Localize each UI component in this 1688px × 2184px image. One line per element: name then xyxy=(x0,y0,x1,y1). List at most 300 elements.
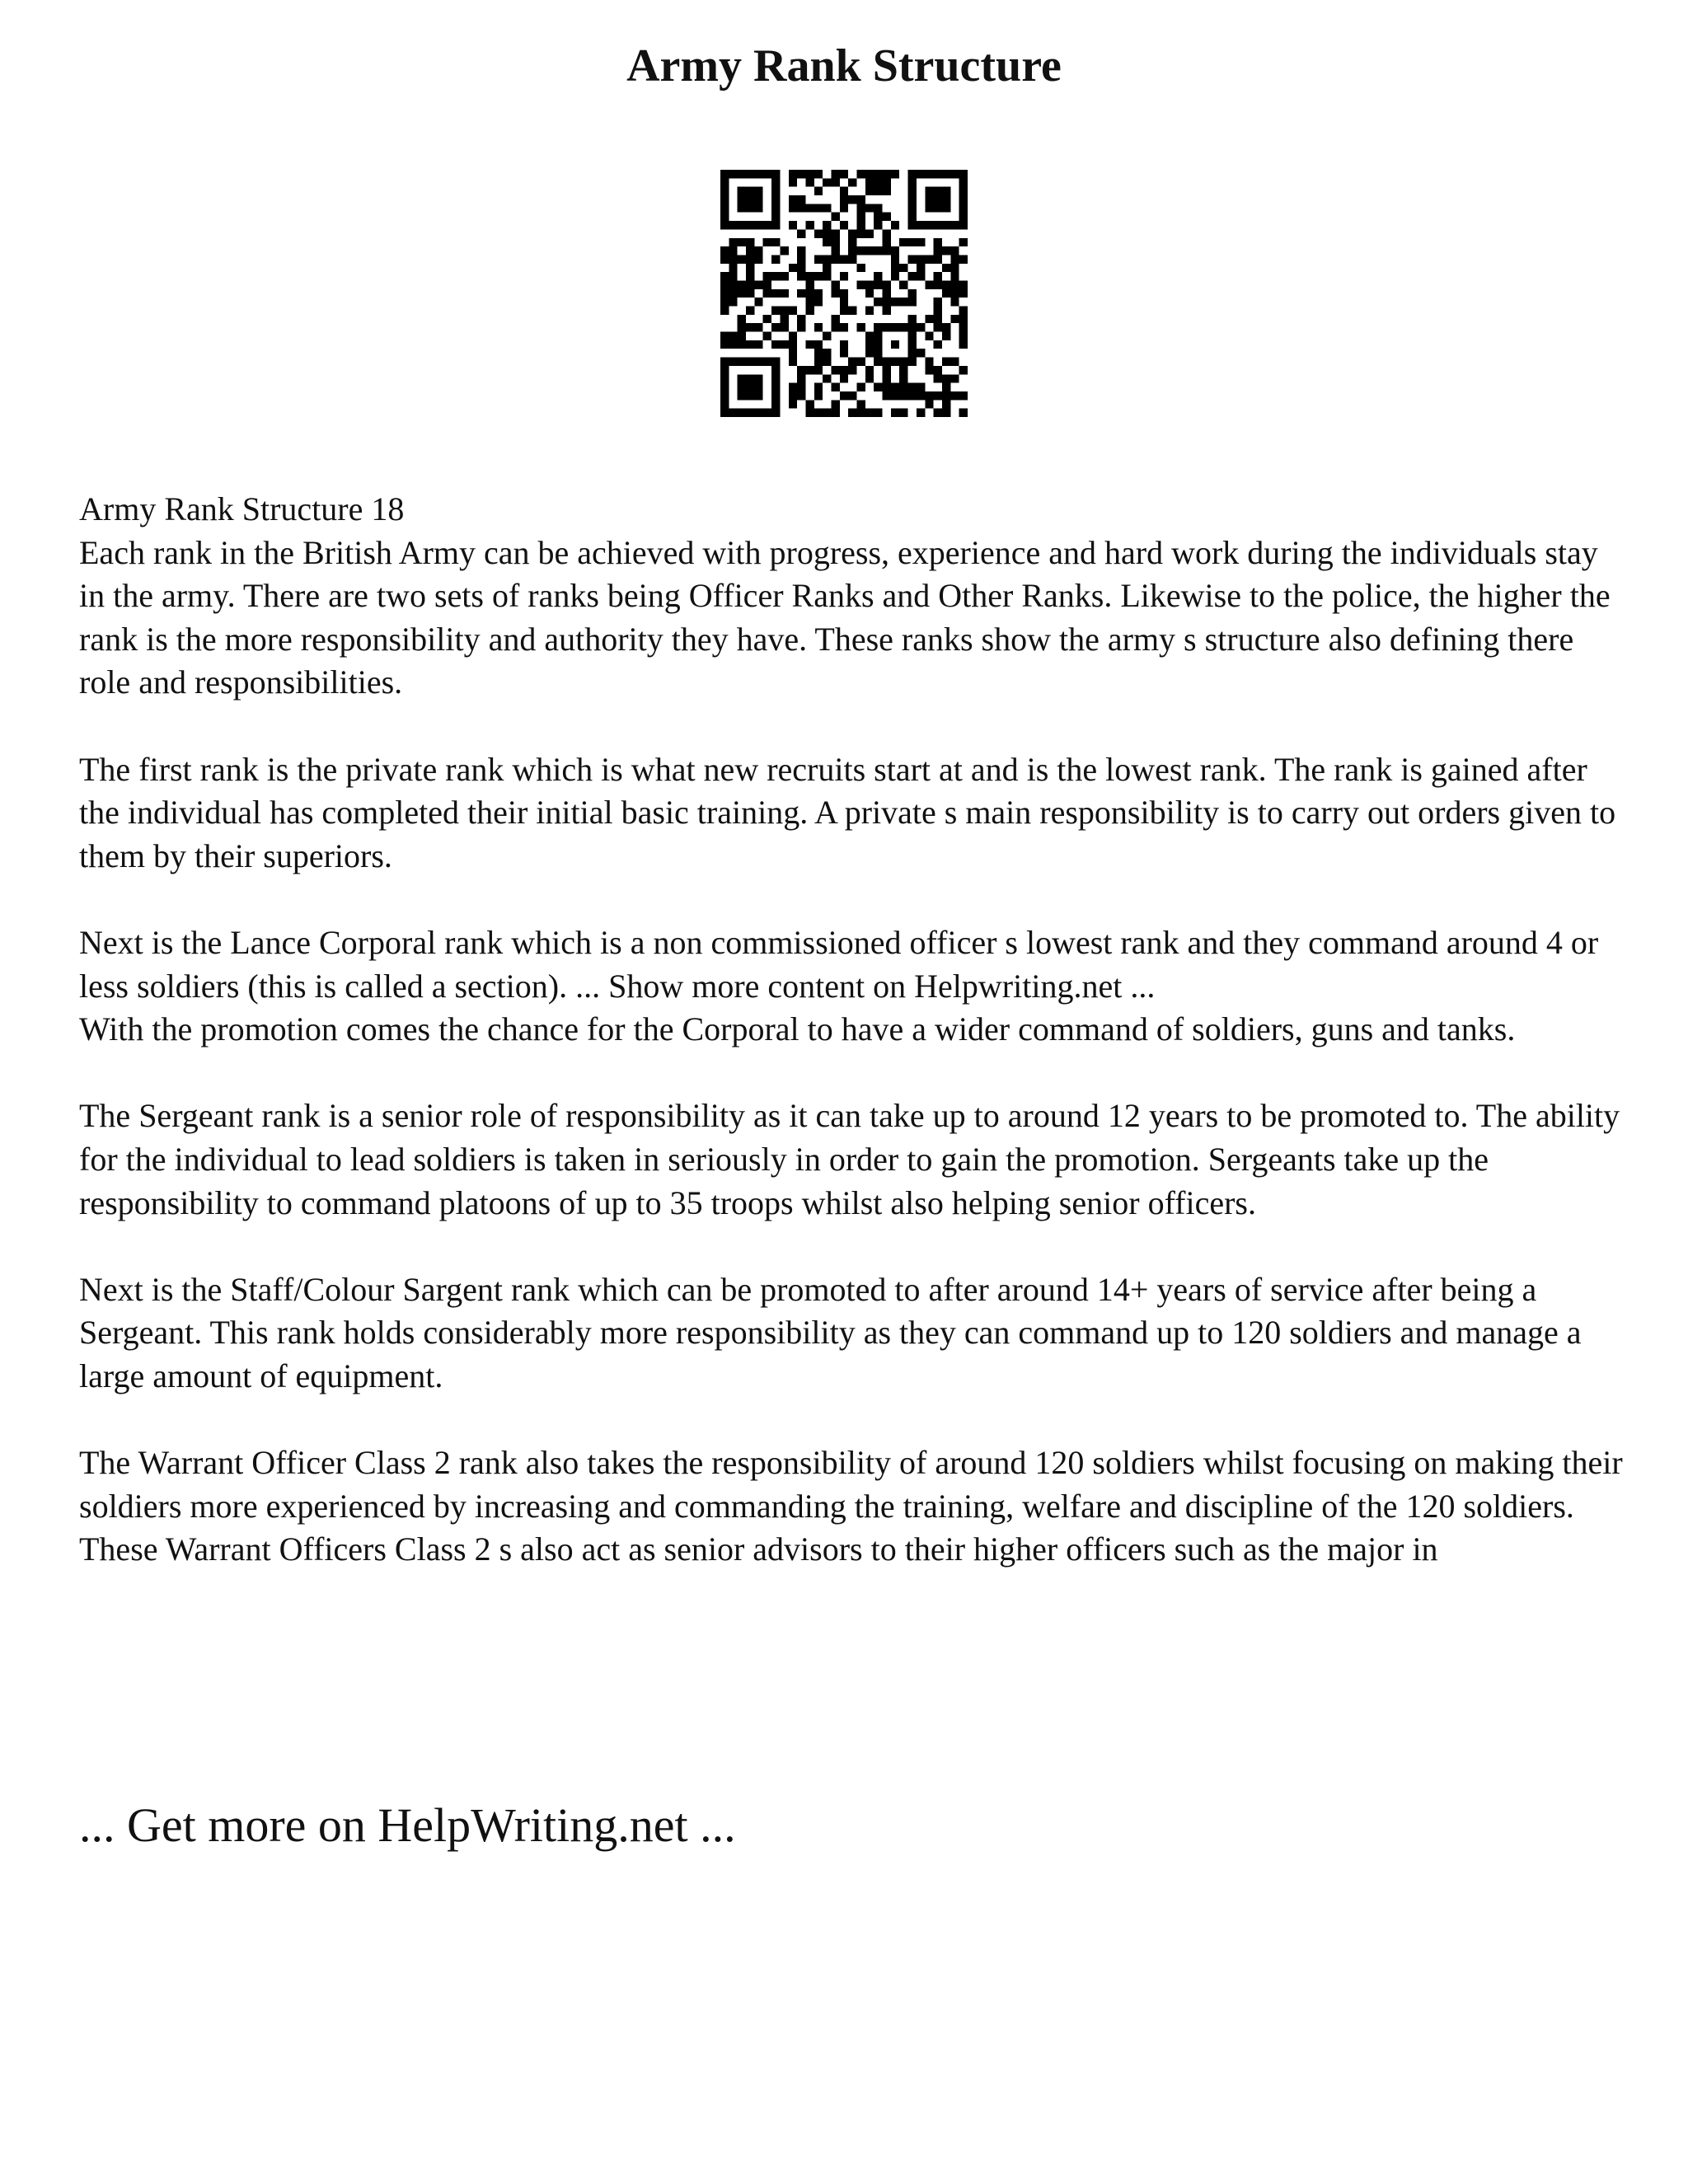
qr-module xyxy=(883,366,891,374)
qr-module xyxy=(925,170,933,178)
qr-module xyxy=(780,315,788,323)
qr-module xyxy=(805,204,814,212)
qr-module xyxy=(891,323,899,331)
qr-module xyxy=(883,280,891,288)
qr-module xyxy=(738,204,746,212)
qr-module xyxy=(823,374,831,382)
qr-module xyxy=(857,221,865,229)
qr-module xyxy=(789,349,797,357)
paragraph-staff-sergeant: Next is the Staff/Colour Sargent rank which can be promoted to after around 14+ years of service after being a Sergeant. This rank holds considerably more responsibility as they can command up to 120 soldiers and manage a large amount of equipment. xyxy=(79,1270,1582,1394)
qr-module xyxy=(908,323,917,331)
qr-module xyxy=(797,204,805,212)
qr-module xyxy=(814,229,823,237)
qr-module xyxy=(746,383,754,391)
qr-module xyxy=(874,358,882,366)
qr-module xyxy=(720,332,729,340)
qr-module xyxy=(891,340,899,349)
qr-module xyxy=(738,280,746,288)
qr-module xyxy=(899,358,907,366)
qr-module xyxy=(831,409,839,417)
qr-module xyxy=(899,366,907,374)
qr-module xyxy=(729,332,737,340)
qr-module xyxy=(908,298,917,306)
qr-module xyxy=(934,195,942,204)
qr-module xyxy=(831,255,839,263)
qr-module xyxy=(720,187,729,195)
qr-module xyxy=(942,280,950,288)
qr-module xyxy=(720,383,729,391)
qr-module xyxy=(814,358,823,366)
qr-module xyxy=(925,221,933,229)
qr-module xyxy=(720,298,729,306)
qr-module xyxy=(840,289,848,298)
qr-module xyxy=(874,332,882,340)
qr-module xyxy=(814,323,823,331)
qr-module xyxy=(950,289,959,298)
qr-module xyxy=(959,187,968,195)
qr-module xyxy=(746,323,754,331)
qr-module xyxy=(831,229,839,237)
qr-module xyxy=(874,409,882,417)
qr-module xyxy=(857,400,865,408)
qr-module xyxy=(720,358,729,366)
paragraph-private: The first rank is the private rank which is what new recruits start at and is the lowest rank. The rank is gained after the individual has completed their initial basic training. A private s main responsibility is to carry out orders given to them by their superiors. xyxy=(79,750,1616,874)
qr-module xyxy=(746,409,754,417)
qr-module xyxy=(746,204,754,212)
qr-module xyxy=(891,298,899,306)
qr-module xyxy=(814,340,823,349)
qr-module xyxy=(840,366,848,374)
qr-module xyxy=(857,383,865,391)
qr-module xyxy=(797,246,805,255)
qr-module xyxy=(746,170,754,178)
qr-module xyxy=(891,383,899,391)
qr-module xyxy=(763,315,771,323)
qr-module xyxy=(831,383,839,391)
qr-module xyxy=(840,307,848,315)
qr-module xyxy=(950,246,959,255)
qr-module xyxy=(746,195,754,204)
qr-module xyxy=(789,391,797,400)
qr-module xyxy=(738,323,746,331)
qr-module xyxy=(780,307,788,315)
qr-module xyxy=(840,195,848,204)
qr-module xyxy=(883,383,891,391)
qr-module xyxy=(720,213,729,221)
qr-module xyxy=(942,409,950,417)
qr-module xyxy=(797,170,805,178)
qr-module xyxy=(814,391,823,400)
qr-module xyxy=(874,349,882,357)
qr-module xyxy=(805,170,814,178)
qr-module xyxy=(883,246,891,255)
qr-module xyxy=(797,264,805,272)
qr-module xyxy=(814,187,823,195)
qr-module xyxy=(959,213,968,221)
qr-module xyxy=(780,323,788,331)
qr-module xyxy=(814,204,823,212)
qr-module xyxy=(831,280,839,288)
qr-module xyxy=(899,323,907,331)
qr-module xyxy=(883,374,891,382)
qr-module xyxy=(789,264,797,272)
qr-module xyxy=(865,289,874,298)
qr-module xyxy=(720,391,729,400)
qr-module xyxy=(789,383,797,391)
qr-module xyxy=(950,315,959,323)
qr-module xyxy=(754,195,762,204)
qr-module xyxy=(874,213,882,221)
qr-module xyxy=(754,323,762,331)
qr-module xyxy=(720,400,729,408)
qr-module xyxy=(891,409,899,417)
qr-module xyxy=(823,264,831,272)
qr-module xyxy=(754,187,762,195)
qr-module xyxy=(891,170,899,178)
qr-module xyxy=(746,358,754,366)
qr-module xyxy=(883,391,891,400)
qr-module xyxy=(848,238,856,246)
qr-module xyxy=(942,246,950,255)
qr-module xyxy=(789,307,797,315)
qr-module xyxy=(746,264,754,272)
qr-module xyxy=(840,340,848,349)
qr-module xyxy=(720,409,729,417)
qr-module xyxy=(763,272,771,280)
qr-module xyxy=(754,358,762,366)
qr-module xyxy=(823,204,831,212)
qr-module xyxy=(950,272,959,280)
qr-module xyxy=(797,366,805,374)
qr-module xyxy=(899,264,907,272)
qr-module xyxy=(857,229,865,237)
qr-module xyxy=(797,229,805,237)
qr-module xyxy=(789,340,797,349)
qr-module xyxy=(771,391,780,400)
qr-module xyxy=(942,170,950,178)
qr-module xyxy=(738,315,746,323)
qr-module xyxy=(925,358,933,366)
qr-module xyxy=(754,246,762,255)
qr-module xyxy=(857,358,865,366)
qr-module xyxy=(934,187,942,195)
qr-module xyxy=(720,272,729,280)
qr-module xyxy=(950,374,959,382)
qr-module xyxy=(959,307,968,315)
qr-module xyxy=(865,170,874,178)
qr-module xyxy=(729,298,737,306)
qr-module xyxy=(771,204,780,212)
qr-module xyxy=(771,170,780,178)
qr-module xyxy=(754,374,762,382)
qr-module xyxy=(738,340,746,349)
qr-module xyxy=(771,409,780,417)
qr-module xyxy=(874,178,882,186)
qr-module xyxy=(883,178,891,186)
qr-module xyxy=(729,280,737,288)
qr-module xyxy=(942,332,950,340)
qr-module xyxy=(908,383,917,391)
qr-module xyxy=(959,391,968,400)
qr-module xyxy=(746,246,754,255)
qr-module xyxy=(780,289,788,298)
qr-module xyxy=(771,238,780,246)
qr-module xyxy=(738,391,746,400)
qr-module xyxy=(883,307,891,315)
qr-module xyxy=(746,340,754,349)
qr-module xyxy=(959,289,968,298)
qr-module xyxy=(899,391,907,400)
qr-module xyxy=(934,246,942,255)
qr-module xyxy=(899,383,907,391)
qr-module xyxy=(746,238,754,246)
subheading: Army Rank Structure 18 xyxy=(79,490,405,527)
document-body xyxy=(79,488,1629,1615)
qr-module xyxy=(857,204,865,212)
qr-module xyxy=(763,358,771,366)
paragraph-warrant-officer: The Warrant Officer Class 2 rank also takes the responsibility of around 120 soldiers whilst focusing on making their soldiers more experienced by increasing and commanding the training, welfare and discipline of the 120 soldiers. These Warrant Officers Class 2 s also act as senior advisors to their higher officers such as the major in xyxy=(79,1444,1623,1568)
qr-module xyxy=(831,323,839,331)
qr-module xyxy=(738,374,746,382)
qr-module xyxy=(959,204,968,212)
qr-module xyxy=(771,358,780,366)
qr-module xyxy=(831,289,839,298)
qr-module xyxy=(874,170,882,178)
qr-module xyxy=(805,272,814,280)
qr-module xyxy=(950,391,959,400)
qr-module xyxy=(942,383,950,391)
qr-module xyxy=(874,280,882,288)
qr-module xyxy=(720,340,729,349)
qr-module xyxy=(814,298,823,306)
qr-module xyxy=(754,340,762,349)
qr-module xyxy=(771,195,780,204)
qr-module xyxy=(848,409,856,417)
qr-module xyxy=(934,323,942,331)
qr-module xyxy=(754,280,762,288)
qr-module xyxy=(771,187,780,195)
qr-module xyxy=(789,332,797,340)
qr-module xyxy=(925,332,933,340)
qr-module xyxy=(925,280,933,288)
qr-module xyxy=(942,289,950,298)
qr-module xyxy=(899,374,907,382)
paragraph-corporal: With the promotion comes the chance for the Corporal to have a wider command of soldiers, guns and tanks. xyxy=(79,1010,1516,1048)
qr-module xyxy=(729,170,737,178)
qr-module xyxy=(925,315,933,323)
qr-module xyxy=(874,298,882,306)
qr-module xyxy=(908,195,917,204)
qr-module xyxy=(840,204,848,212)
qr-module xyxy=(865,349,874,357)
qr-module xyxy=(814,272,823,280)
qr-module xyxy=(789,178,797,186)
qr-module xyxy=(848,178,856,186)
qr-module xyxy=(840,255,848,263)
qr-module xyxy=(883,358,891,366)
qr-module xyxy=(840,170,848,178)
qr-module xyxy=(934,340,942,349)
qr-module xyxy=(814,255,823,263)
qr-module xyxy=(848,255,856,263)
qr-module xyxy=(865,374,874,382)
qr-module xyxy=(823,349,831,357)
qr-module xyxy=(874,246,882,255)
qr-module xyxy=(771,307,780,315)
qr-module xyxy=(857,409,865,417)
qr-module xyxy=(746,255,754,263)
qr-module xyxy=(891,272,899,280)
qr-module xyxy=(908,178,917,186)
qr-module xyxy=(942,204,950,212)
qr-module xyxy=(771,323,780,331)
qr-module xyxy=(729,409,737,417)
qr-module xyxy=(814,349,823,357)
qr-module xyxy=(754,391,762,400)
qr-module xyxy=(925,366,933,374)
qr-module xyxy=(857,195,865,204)
qr-module xyxy=(814,383,823,391)
qr-module xyxy=(934,170,942,178)
qr-module xyxy=(789,358,797,366)
qr-module xyxy=(840,323,848,331)
qr-module xyxy=(959,332,968,340)
qr-module xyxy=(746,221,754,229)
qr-module xyxy=(840,374,848,382)
qr-module xyxy=(797,391,805,400)
qr-module xyxy=(771,213,780,221)
qr-module xyxy=(934,204,942,212)
qr-module xyxy=(891,358,899,366)
qr-module xyxy=(823,358,831,366)
qr-module xyxy=(874,187,882,195)
qr-module xyxy=(797,383,805,391)
qr-module xyxy=(959,409,968,417)
qr-module xyxy=(840,221,848,229)
qr-module xyxy=(720,170,729,178)
qr-module xyxy=(823,238,831,246)
qr-module xyxy=(805,298,814,306)
qr-module xyxy=(823,178,831,186)
qr-module xyxy=(883,289,891,298)
qr-module xyxy=(891,221,899,229)
qr-module xyxy=(771,366,780,374)
qr-module xyxy=(934,255,942,263)
qr-module xyxy=(908,213,917,221)
qr-module xyxy=(831,246,839,255)
qr-module xyxy=(797,289,805,298)
qr-module xyxy=(720,255,729,263)
qr-module xyxy=(754,170,762,178)
qr-module xyxy=(874,221,882,229)
qr-module xyxy=(754,383,762,391)
qr-module xyxy=(925,195,933,204)
qr-module xyxy=(865,340,874,349)
qr-module xyxy=(823,409,831,417)
qr-module xyxy=(831,170,839,178)
qr-module xyxy=(763,409,771,417)
qr-module xyxy=(925,204,933,212)
qr-module xyxy=(771,383,780,391)
qr-module xyxy=(865,187,874,195)
qr-module xyxy=(891,255,899,263)
qr-module xyxy=(908,332,917,340)
qr-module xyxy=(917,272,925,280)
qr-module xyxy=(908,272,917,280)
qr-module xyxy=(729,272,737,280)
qr-module xyxy=(823,221,831,229)
qr-module xyxy=(934,238,942,246)
qr-module xyxy=(917,409,925,417)
qr-module xyxy=(917,349,925,357)
qr-module xyxy=(959,178,968,186)
qr-module xyxy=(754,204,762,212)
qr-module xyxy=(950,221,959,229)
qr-module xyxy=(891,246,899,255)
qr-module xyxy=(874,340,882,349)
qr-module xyxy=(771,340,780,349)
qr-module xyxy=(857,323,865,331)
qr-module xyxy=(917,221,925,229)
qr-module xyxy=(805,366,814,374)
qr-module xyxy=(814,289,823,298)
qr-module xyxy=(934,391,942,400)
qr-module xyxy=(720,204,729,212)
qr-module xyxy=(840,272,848,280)
qr-module xyxy=(746,374,754,382)
get-more-link[interactable]: ... Get more on HelpWriting.net ... xyxy=(79,1798,736,1852)
qr-module xyxy=(950,170,959,178)
qr-module xyxy=(865,246,874,255)
qr-module xyxy=(917,170,925,178)
qr-module xyxy=(959,340,968,349)
qr-module xyxy=(738,255,746,263)
qr-module xyxy=(874,272,882,280)
qr-module xyxy=(908,187,917,195)
qr-module xyxy=(814,366,823,374)
qr-module xyxy=(823,272,831,280)
qr-module xyxy=(754,409,762,417)
qr-module xyxy=(891,391,899,400)
qr-module xyxy=(874,383,882,391)
qr-module xyxy=(805,307,814,315)
qr-module xyxy=(925,400,933,408)
qr-module xyxy=(805,280,814,288)
qr-module xyxy=(883,298,891,306)
qr-module xyxy=(857,246,865,255)
qr-module xyxy=(883,323,891,331)
qr-module xyxy=(771,400,780,408)
paragraph-lance-corporal: Next is the Lance Corporal rank which is a non commissioned officer s lowest rank and they command around 4 or less soldiers (this is called a section). ... Show more content on Helpwriting.net ... xyxy=(79,923,1599,1005)
qr-module xyxy=(959,255,968,263)
qr-module xyxy=(720,280,729,288)
qr-module xyxy=(857,213,865,221)
qr-module xyxy=(934,272,942,280)
qr-module xyxy=(754,255,762,263)
qr-module xyxy=(950,298,959,306)
qr-module xyxy=(720,289,729,298)
qr-module xyxy=(720,374,729,382)
qr-module xyxy=(729,340,737,349)
qr-module xyxy=(899,280,907,288)
qr-module xyxy=(934,280,942,288)
qr-module xyxy=(738,409,746,417)
qr-module xyxy=(823,332,831,340)
qr-module xyxy=(738,170,746,178)
qr-module xyxy=(908,255,917,263)
qr-module xyxy=(908,349,917,357)
qr-module xyxy=(942,400,950,408)
